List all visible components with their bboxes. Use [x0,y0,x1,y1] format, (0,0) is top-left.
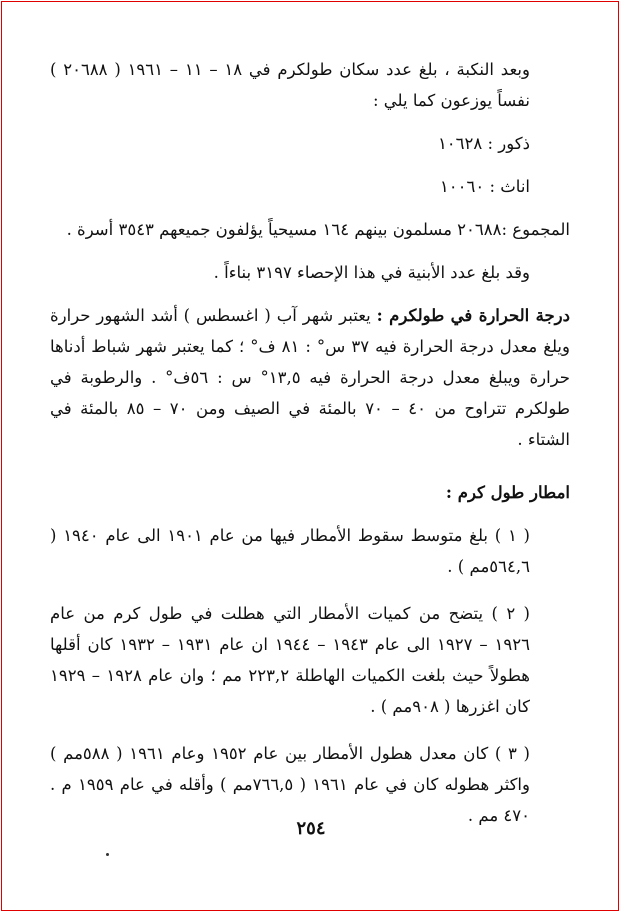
total-paragraph: المجموع :٢٠٦٨٨ مسلمون بينهم ١٦٤ مسيحياً يؤلفون جميعهم ٣٥٤٣ أسرة . [66,220,570,239]
temperature-paragraph [50,300,570,455]
temperature-heading: درجة الحرارة في طولكرم : [376,306,571,325]
rainfall-item-3: ( ٣ ) كان معدل هطول الأمطار بين عام ١٩٥٢ وعام ١٩٦١ ( ٥٨٨مم ) واكثر هطوله كان في عام ١٩٦١ ( ٧٦٦,٥مم ) وأقله في عام ١٩٥٩ م . ٤٧٠ مم . [50,744,530,825]
rainfall-item-1: ( ١ ) بلغ متوسط سقوط الأمطار فيها من عام ١٩٠١ الى عام ١٩٤٠ ( ٥٦٤,٦مم ) . [50,526,530,576]
document-body [50,54,570,831]
rainfall-item-2: ( ٢ ) يتضح من كميات الأمطار التي هطلت في طول كرم من عام ١٩٢٦ – ١٩٢٧ الى عام ١٩٤٣ – ١٩٤٤ ان عام ١٩٣١ – ١٩٣٢ كان أقلها هطولاً حيث بلغت الكميات الهاطلة ٢٢٣,٢ مم ؛ وان عام ١٩٢٨ – ١٩٢٩ كان اغزرها ( ٩٠٨مم ) . [50,604,531,716]
males-line: ذكور : ١٠٦٢٨ [437,134,530,153]
page-speck [106,853,109,856]
population-paragraph: وبعد النكبة ، بلغ عدد سكان طولكرم في ١٨ – ١١ – ١٩٦١ ( ٢٠٦٨٨ ) نفساً يوزعون كما يلي : [50,60,530,110]
rainfall-heading: امطار طول كرم : [445,483,570,502]
females-line: اناث : ١٠٠٦٠ [439,177,530,196]
page-number: ٢٥٤ [296,818,326,839]
buildings-paragraph: وقد بلغ عدد الأبنية في هذا الإحصاء ٣١٩٧ بناءاً . [213,263,530,282]
temperature-text: يعتبر شهر آب ( اغسطس ) أشد الشهور حرارة ويلغ معدل درجة الحرارة فيه ٣٧ س° : ٨١ ف° ؛ كما يعتبر شهر شباط أدناها حرارة ويبلغ معدل درجة الحرارة فيه ١٣,٥° س : ٥٦ف° . والرطوبة في طولكرم تتراوح من ٤٠ – ٧٠ بالمئة في الصيف ومن ٧٠ – ٨٥ بالمئة في الشتاء . [50,306,570,449]
